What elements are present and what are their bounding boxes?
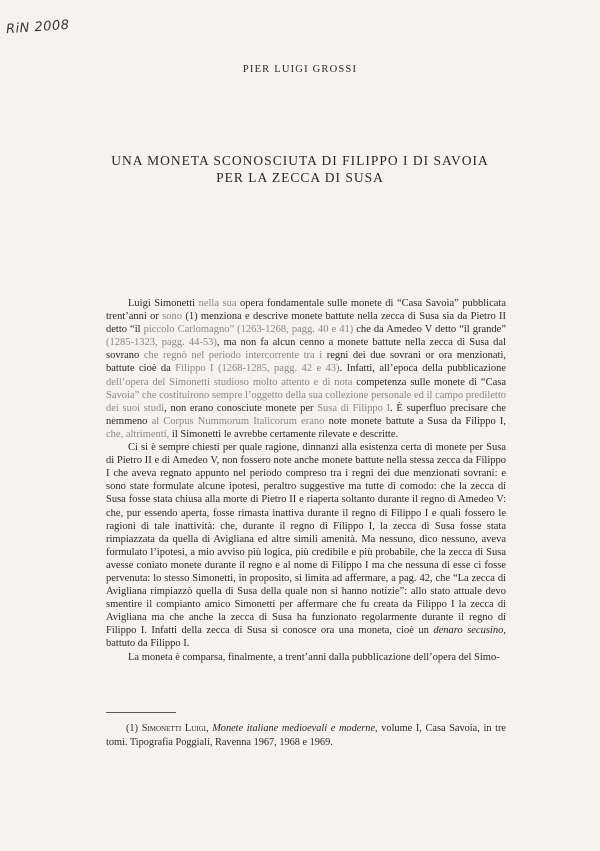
text-segment: . È superfluo precisare che nemmeno <box>106 402 506 427</box>
text-segment: che, altrimenti, <box>106 428 170 440</box>
text-segment: (1) menziona e descrive monete battute nella zecca di Susa sia da Pietro II detto “il <box>106 311 506 336</box>
footnote-author: Simonetti Luigi <box>141 723 206 734</box>
text-segment: nella sua <box>198 298 237 309</box>
text-segment: La moneta è comparsa, finalmente, a trent’anni dalla pubblicazione dell’opera del Simo- <box>128 651 500 663</box>
text-segment: (1285-1323, pagg. 44-53) <box>106 337 217 349</box>
footnote-number: (1) <box>126 723 139 734</box>
footnote-work-title: Monete italiane medioevali e moderne <box>212 723 376 734</box>
text-segment: note monete battute a Susa da Filippo I, <box>324 415 507 427</box>
text-segment: Ci si è sempre chiesti per quale ragione, dinnanzi alla esistenza certa di monete per Susa di Pietro II e di Amedeo V, non fossero note anche monete battute nella stessa zecca da Filippo I che aveva regnato appunto nel periodo compreso tra i regni dei due menzionati sovrani: e sono state formulate alcune ipotesi, peraltro suggestive ma tutte di comodo: che la zecca di Susa fosse stata chiusa alla morte di Pietro II e riaperta soltanto durante il regno di Amedeo V: che, pur essendo aperta, fosse rimasta inattiva durante il regno di Filippo I e quali fossero le ragioni di tale inattività: che, durante il regno di Filippo I, la zecca di Susa fosse stata rimpiazzata da quella di Avigliana ed altre simili amenità. Ma nessuno, dico nessuno, aveva formulato l’ipotesi, a mio avviso più logica, più credibile e più probabile, che la zecca di Susa avesse coniato monete durante il regno e al nome di Filippo I ma che nessuna di esse ci fosse pervenuta: lo stesso Simonetti, in proposito, si limita ad affermare, a pag. 42, che “La zecca di Avigliana rimpiazzò quella di Susa della quale non si hanno notizie”: allo stato attuale devo smentire il compianto amico Simonetti per affermare che fu creata da Filippo I la zecca di Avigliana ma che anche la zecca di Susa ha funzionato regolarmente durante il regno di Filippo I. Infatti della zecca di Susa si conosce ora una moneta, cioè un <box>106 442 506 637</box>
paragraph-1 <box>106 297 506 441</box>
text-segment: che da Amedeo V detto “il grande” <box>353 324 506 336</box>
footnote-1: (1) Simonetti Luigi, Monete italiane medioevali e moderne, volume I, Casa Savoia, in tre tomi. Tipografia Poggiali, Ravenna 1967, 1968 e 1969. <box>106 723 507 748</box>
text-segment: sono <box>162 311 186 323</box>
text-segment: denaro secusino <box>433 625 504 637</box>
footnote-details: , volume I, Casa Savoia, in tre tomi. Tipografia Poggiali, Ravenna 1967, 1968 e 1969. <box>106 723 507 748</box>
title-line-2: PER LA ZECCA DI SUSA <box>216 170 384 185</box>
author-name: PIER LUIGI GROSSI <box>242 64 358 75</box>
text-segment: opera fondamentale sulle monete di “Casa Savoia” pubblicata trent’anni or <box>106 298 507 323</box>
article-title <box>0 152 600 186</box>
text-segment: . Infatti, all’epoca della pubblicazione <box>339 363 506 375</box>
footnote-rule <box>106 712 176 713</box>
footnote <box>106 722 506 750</box>
text-segment: Luigi Simonetti <box>128 298 199 309</box>
text-segment: che regnò nel periodo intercorrente tra i <box>143 350 323 362</box>
handwritten-note: RiN 2008 <box>5 17 71 38</box>
text-segment: competenza sulle monete di “Casa <box>352 376 506 388</box>
paragraph-3 <box>106 651 506 664</box>
title-line-1: UNA MONETA SCONOSCIUTA DI FILIPPO I DI SAVOIA <box>111 153 489 168</box>
text-segment: dell’opera del Simonetti studioso molto attento e di nota <box>106 376 353 388</box>
text-segment: regni dei due sovrani or ora menzionati, battute cioè da <box>106 350 506 375</box>
text-segment: piccolo Carlomagno” (1263-1268, pagg. 40 e 41) <box>143 324 354 336</box>
article-body <box>106 297 506 664</box>
text-segment: Susa di Filippo I <box>317 402 391 414</box>
text-segment: , non erano conosciute monete per <box>164 402 318 414</box>
text-segment: il Simonetti le avrebbe certamente rilevate e descritte. <box>169 428 399 440</box>
text-segment: al Corpus Nummorum Italicorum erano <box>151 415 325 427</box>
text-segment: Savoia” che costituirono sempre l’oggetto della sua collezione personale ed il campo prediletto dei suoi studi <box>106 389 506 414</box>
text-segment: Filippo I (1268-1285, pagg. 42 e 43) <box>175 363 340 375</box>
text-segment: , battuto da Filippo I. <box>106 625 506 650</box>
paragraph-2 <box>106 441 506 651</box>
text-segment: , ma non fa alcun cenno a monete battute nella zecca di Susa dal sovrano <box>106 337 506 362</box>
